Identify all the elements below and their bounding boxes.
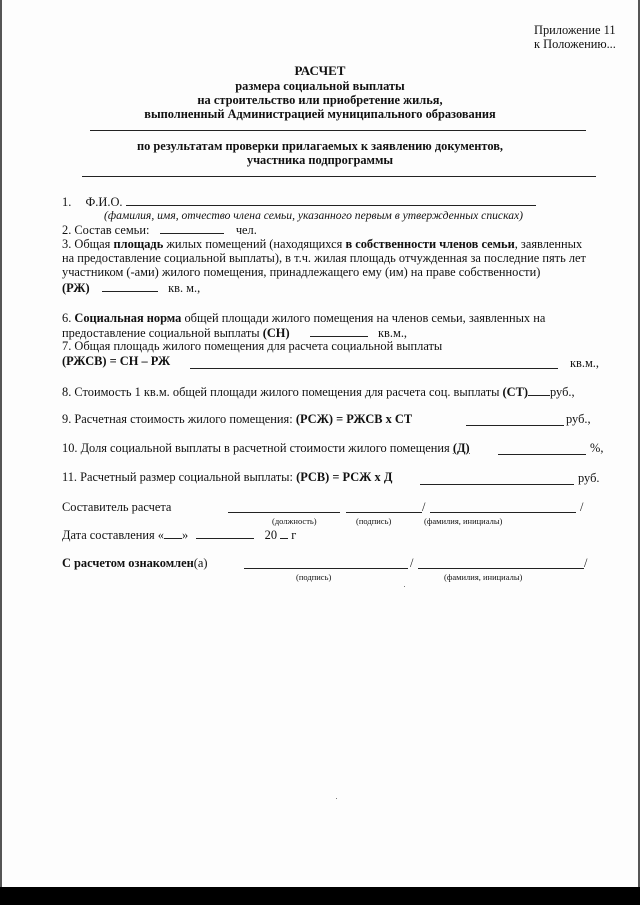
compiler-position-field[interactable] <box>228 512 340 513</box>
ack-slash-2: / <box>584 556 588 570</box>
est-row <box>62 412 412 427</box>
area-unit: кв. м., <box>168 281 201 295</box>
est-formula: (РСЖ) = РЖСВ х СТ <box>295 412 413 426</box>
compiler-slash-2: / <box>580 500 584 514</box>
norm-line-1 <box>62 311 545 326</box>
fio-field[interactable] <box>126 194 536 206</box>
fio-label: Ф.И.О. <box>85 195 123 209</box>
ack-label-suffix: (а) <box>193 556 208 570</box>
area-text-b: площадь <box>113 237 164 251</box>
compiler-signature-field[interactable] <box>346 512 422 513</box>
norm-number: 6. <box>62 311 75 325</box>
payment-label: 11. Расчетный размер социальной выплаты: <box>62 470 297 484</box>
title-main: РАСЧЕТ <box>294 63 346 78</box>
hint-name: (фамилия, инициалы) <box>424 516 503 526</box>
share-label: 10. Доля социальной выплаты в расчетной стоимости жилого помещения <box>62 441 453 455</box>
payment-row <box>62 470 392 485</box>
annex-line-2: к Положению... <box>534 37 616 51</box>
norm-text-2: предоставление социальной выплаты <box>62 326 263 340</box>
area-line-2: на предоставление социальной выплаты), в т.ч. жилая площадь отчужденная за последние пять лет <box>62 251 586 265</box>
share-unit: %, <box>590 441 604 455</box>
cost-unit: руб., <box>550 385 575 399</box>
cost-code: (СТ) <box>502 385 529 399</box>
est-label: 9. Расчетная стоимость жилого помещения: <box>62 412 296 426</box>
scan-speck <box>404 586 405 587</box>
cost-label: 8. Стоимость 1 кв.м. общей площади жилого помещения для расчета соц. выплаты <box>62 385 503 399</box>
area-line-1 <box>62 237 582 252</box>
payment-field[interactable] <box>420 484 574 485</box>
area-code: (РЖ) <box>62 281 90 295</box>
share-row <box>62 441 470 456</box>
date-year-prefix: 20 <box>264 528 278 542</box>
scan-speck <box>336 798 337 799</box>
area-text-e: , заявленных <box>514 237 583 251</box>
title-line-4: выполненный Администрацией муниципального образования <box>144 107 496 121</box>
est-unit: руб., <box>566 412 591 426</box>
calc-area-formula: (РЖСВ) = СН – РЖ <box>62 354 171 368</box>
fio-number: 1. <box>62 195 72 209</box>
date-year-field[interactable] <box>280 527 288 539</box>
ack-slash-1: / <box>410 556 414 570</box>
area-text-a: 3. Общая <box>62 237 114 251</box>
calc-area-label: 7. Общая площадь жилого помещения для расчета социальной выплаты <box>62 339 443 353</box>
ack-name-field[interactable] <box>418 568 584 569</box>
calc-area-unit: кв.м., <box>570 356 600 370</box>
norm-field[interactable] <box>310 325 368 337</box>
compiler-name-field[interactable] <box>430 512 576 513</box>
share-field[interactable] <box>498 454 586 455</box>
ack-row <box>62 556 208 571</box>
area-field[interactable] <box>102 280 158 292</box>
date-day-field[interactable] <box>164 527 182 539</box>
cost-field[interactable] <box>528 384 550 396</box>
title-line-3: на строительство или приобретение жилья, <box>197 93 443 107</box>
compiler-slash-1: / <box>422 500 426 514</box>
ack-signature-field[interactable] <box>244 568 408 569</box>
family-unit: чел. <box>235 223 257 237</box>
ack-label: С расчетом ознакомлен <box>62 556 194 570</box>
hint-signature: (подпись) <box>356 516 392 526</box>
title-line-2: размера социальной выплаты <box>235 79 405 93</box>
est-field[interactable] <box>466 425 564 426</box>
area-code-row <box>62 280 200 296</box>
family-label: 2. Состав семьи: <box>62 223 150 237</box>
area-text-c: жилых помещений (находящихся <box>163 237 346 251</box>
date-close-quote: » <box>182 528 189 542</box>
norm-code: (СН) <box>262 326 290 340</box>
annex-line-1: Приложение 11 <box>534 23 616 37</box>
subtitle-line-1: по результатам проверки прилагаемых к заявлению документов, <box>136 139 504 153</box>
cost-row <box>62 384 575 400</box>
calc-area-field[interactable] <box>190 368 558 369</box>
share-code: (Д) <box>452 441 470 455</box>
date-row <box>62 527 296 543</box>
area-text-d: в собственности членов семьи <box>345 237 515 251</box>
family-count-field[interactable] <box>160 222 224 234</box>
title-rule-2 <box>82 176 596 177</box>
subtitle-line-2: участника подпрограммы <box>246 153 394 167</box>
date-month-field[interactable] <box>196 527 254 539</box>
family-row <box>62 222 257 238</box>
payment-formula: (РСВ) = РСЖ х Д <box>296 470 393 484</box>
norm-text: общей площади жилого помещения на членов семьи, заявленных на <box>181 311 546 325</box>
date-year-suffix: г <box>291 528 297 542</box>
payment-unit: руб. <box>578 471 600 485</box>
title-rule-1 <box>90 130 586 131</box>
hint-position: (должность) <box>272 516 317 526</box>
fio-hint: (фамилия, имя, отчество члена семьи, указанного первым в утвержденных списках) <box>104 209 524 222</box>
area-line-3: участником (-ами) жилого помещения, принадлежащего ему (им) на праве собственности) <box>62 265 541 279</box>
norm-bold: Социальная норма <box>74 311 182 325</box>
ack-hint-name: (фамилия, инициалы) <box>444 572 523 582</box>
scan-bottom-bar <box>0 887 640 905</box>
date-label: Дата составления « <box>62 528 164 542</box>
norm-unit: кв.м., <box>378 326 408 340</box>
compiler-label: Составитель расчета <box>62 500 172 514</box>
ack-hint-signature: (подпись) <box>296 572 332 582</box>
scan-edge-left <box>0 0 2 905</box>
